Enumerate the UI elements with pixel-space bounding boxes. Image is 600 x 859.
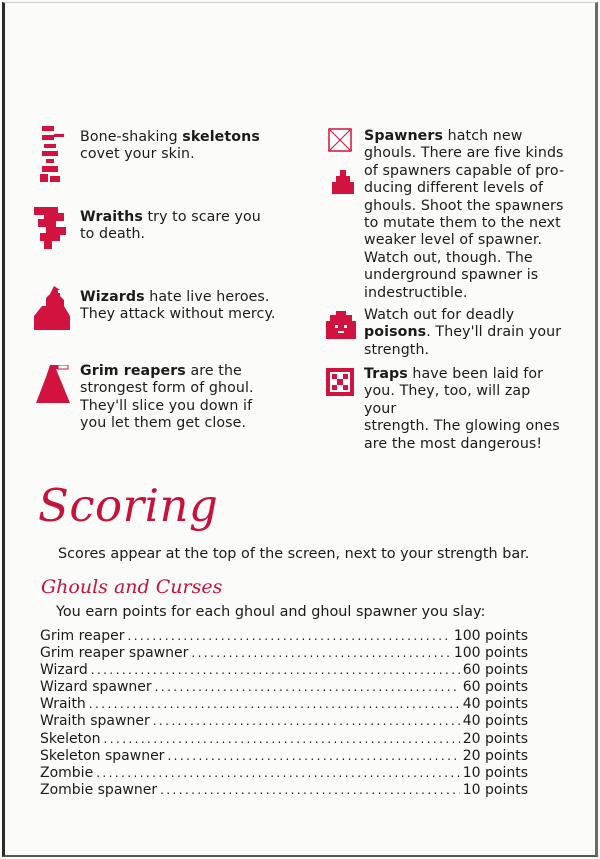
ghoul-points: 20 points [462,747,528,764]
trap-line: are the most dangerous! [364,435,543,452]
poison-entry [326,307,566,361]
leader-dots [96,765,460,782]
wizard-entry [34,284,294,334]
poison-rest: . They'll drain your [426,324,562,341]
skeleton-entry [38,126,288,190]
trap-line: strength. The glowing ones [364,418,560,435]
spawner-line: to mutate them to the next [364,215,561,232]
ghouls-curses-heading: Ghouls and Curses [41,576,223,598]
wizard-line: They attack without mercy. [80,306,276,323]
skeleton-bold: skeletons [182,129,260,145]
leader-dots [191,645,450,662]
spawner-line: ghouls. There are five kinds [364,145,564,162]
score-row [40,696,528,713]
skeleton-icon [38,126,68,188]
ghoul-name: Grim reaper [40,628,125,644]
score-table [40,628,528,799]
earn-points-text: You earn points for each ghoul and ghoul spawner you slay: [56,604,486,620]
spawner-line: ghouls. Shoot the spawners [364,197,564,214]
ghoul-points: 40 points [462,696,528,713]
grim-reaper-line: They'll slice you down if [80,397,253,414]
leader-dots [153,713,460,730]
leader-dots [104,731,460,748]
score-row [40,662,528,679]
wizard-rest: hate live heroes. [144,289,270,305]
trap-entry [326,366,566,452]
score-row [40,645,528,662]
spawner-line: Watch out, though. The [364,249,533,266]
scoring-heading: Scoring [38,479,219,532]
score-row [40,679,528,696]
ghoul-name: Zombie [40,764,94,781]
score-row [40,748,528,765]
leader-dots [127,628,450,645]
spawner-rest: hatch new [443,128,523,144]
spawner-line: ducing different levels of [364,180,544,197]
poison-line: strength. [364,341,430,358]
ghoul-points: 40 points [462,713,528,730]
spawner-line: of spawners capable of pro- [364,162,565,179]
ghoul-name: Wraith [40,696,86,713]
poison-bold: poisons [364,324,427,341]
skeleton-text-prefix: Bone-shaking [80,129,183,145]
leader-dots [160,782,460,799]
spawner-line: underground spawner is [364,267,539,284]
score-row [40,765,528,782]
grim-reaper-rest: are the [185,363,242,379]
wraith-entry [34,205,284,255]
leader-dots [167,748,459,765]
spawner-underground-icon [330,170,356,196]
trap-rest: have been laid for [407,366,544,382]
leader-dots [155,679,460,696]
ghoul-points: 60 points [462,679,528,696]
wraith-icon [34,205,70,253]
ghoul-name: Grim reaper spawner [40,645,189,662]
spawner-entry [326,128,566,303]
spawner-line: indestructible. [364,284,468,301]
score-row [40,782,528,799]
poison-icon [326,311,356,341]
trap-icon [326,368,354,396]
ghoul-points: 10 points [462,764,528,781]
trap-line: you. They, too, will zap your [364,383,531,417]
scoring-intro: Scores appear at the top of the screen, next to your strength bar. [58,546,530,562]
ghoul-name: Wizard spawner [40,679,152,696]
score-row [40,731,528,748]
grim-reaper-icon [36,365,72,405]
trap-bold: Traps [364,366,408,382]
spawner-bold: Spawners [364,128,444,144]
poison-line: Watch out for deadly [364,307,515,323]
ghoul-name: Skeleton spawner [40,747,165,764]
wizard-icon [34,284,74,332]
score-row [40,628,528,645]
wraith-line: to death. [80,226,146,243]
ghoul-name: Wizard [40,662,88,679]
ghoul-points: 20 points [462,730,528,747]
spawner-icon [328,128,354,154]
wraith-rest: try to scare you [142,209,261,225]
ghoul-points: 10 points [462,781,528,798]
ghoul-points: 100 points [453,628,528,644]
grim-reaper-line: you let them get close. [80,415,247,432]
leader-dots [89,696,460,713]
leader-dots [91,662,460,679]
ghoul-name: Wraith spawner [40,713,150,730]
wraith-bold: Wraiths [80,209,143,225]
skeleton-line: covet your skin. [80,146,195,163]
ghoul-name: Zombie spawner [40,781,158,798]
ghoul-name: Skeleton [40,730,101,747]
wizard-bold: Wizards [80,289,145,305]
ghoul-points: 60 points [462,662,528,679]
grim-reaper-entry [36,362,286,434]
ghoul-points: 100 points [453,645,528,662]
score-row [40,713,528,730]
grim-reaper-bold: Grim reapers [80,363,186,379]
grim-reaper-line: strongest form of ghoul. [80,380,254,397]
spawner-line: weaker level of spawner. [364,232,543,249]
